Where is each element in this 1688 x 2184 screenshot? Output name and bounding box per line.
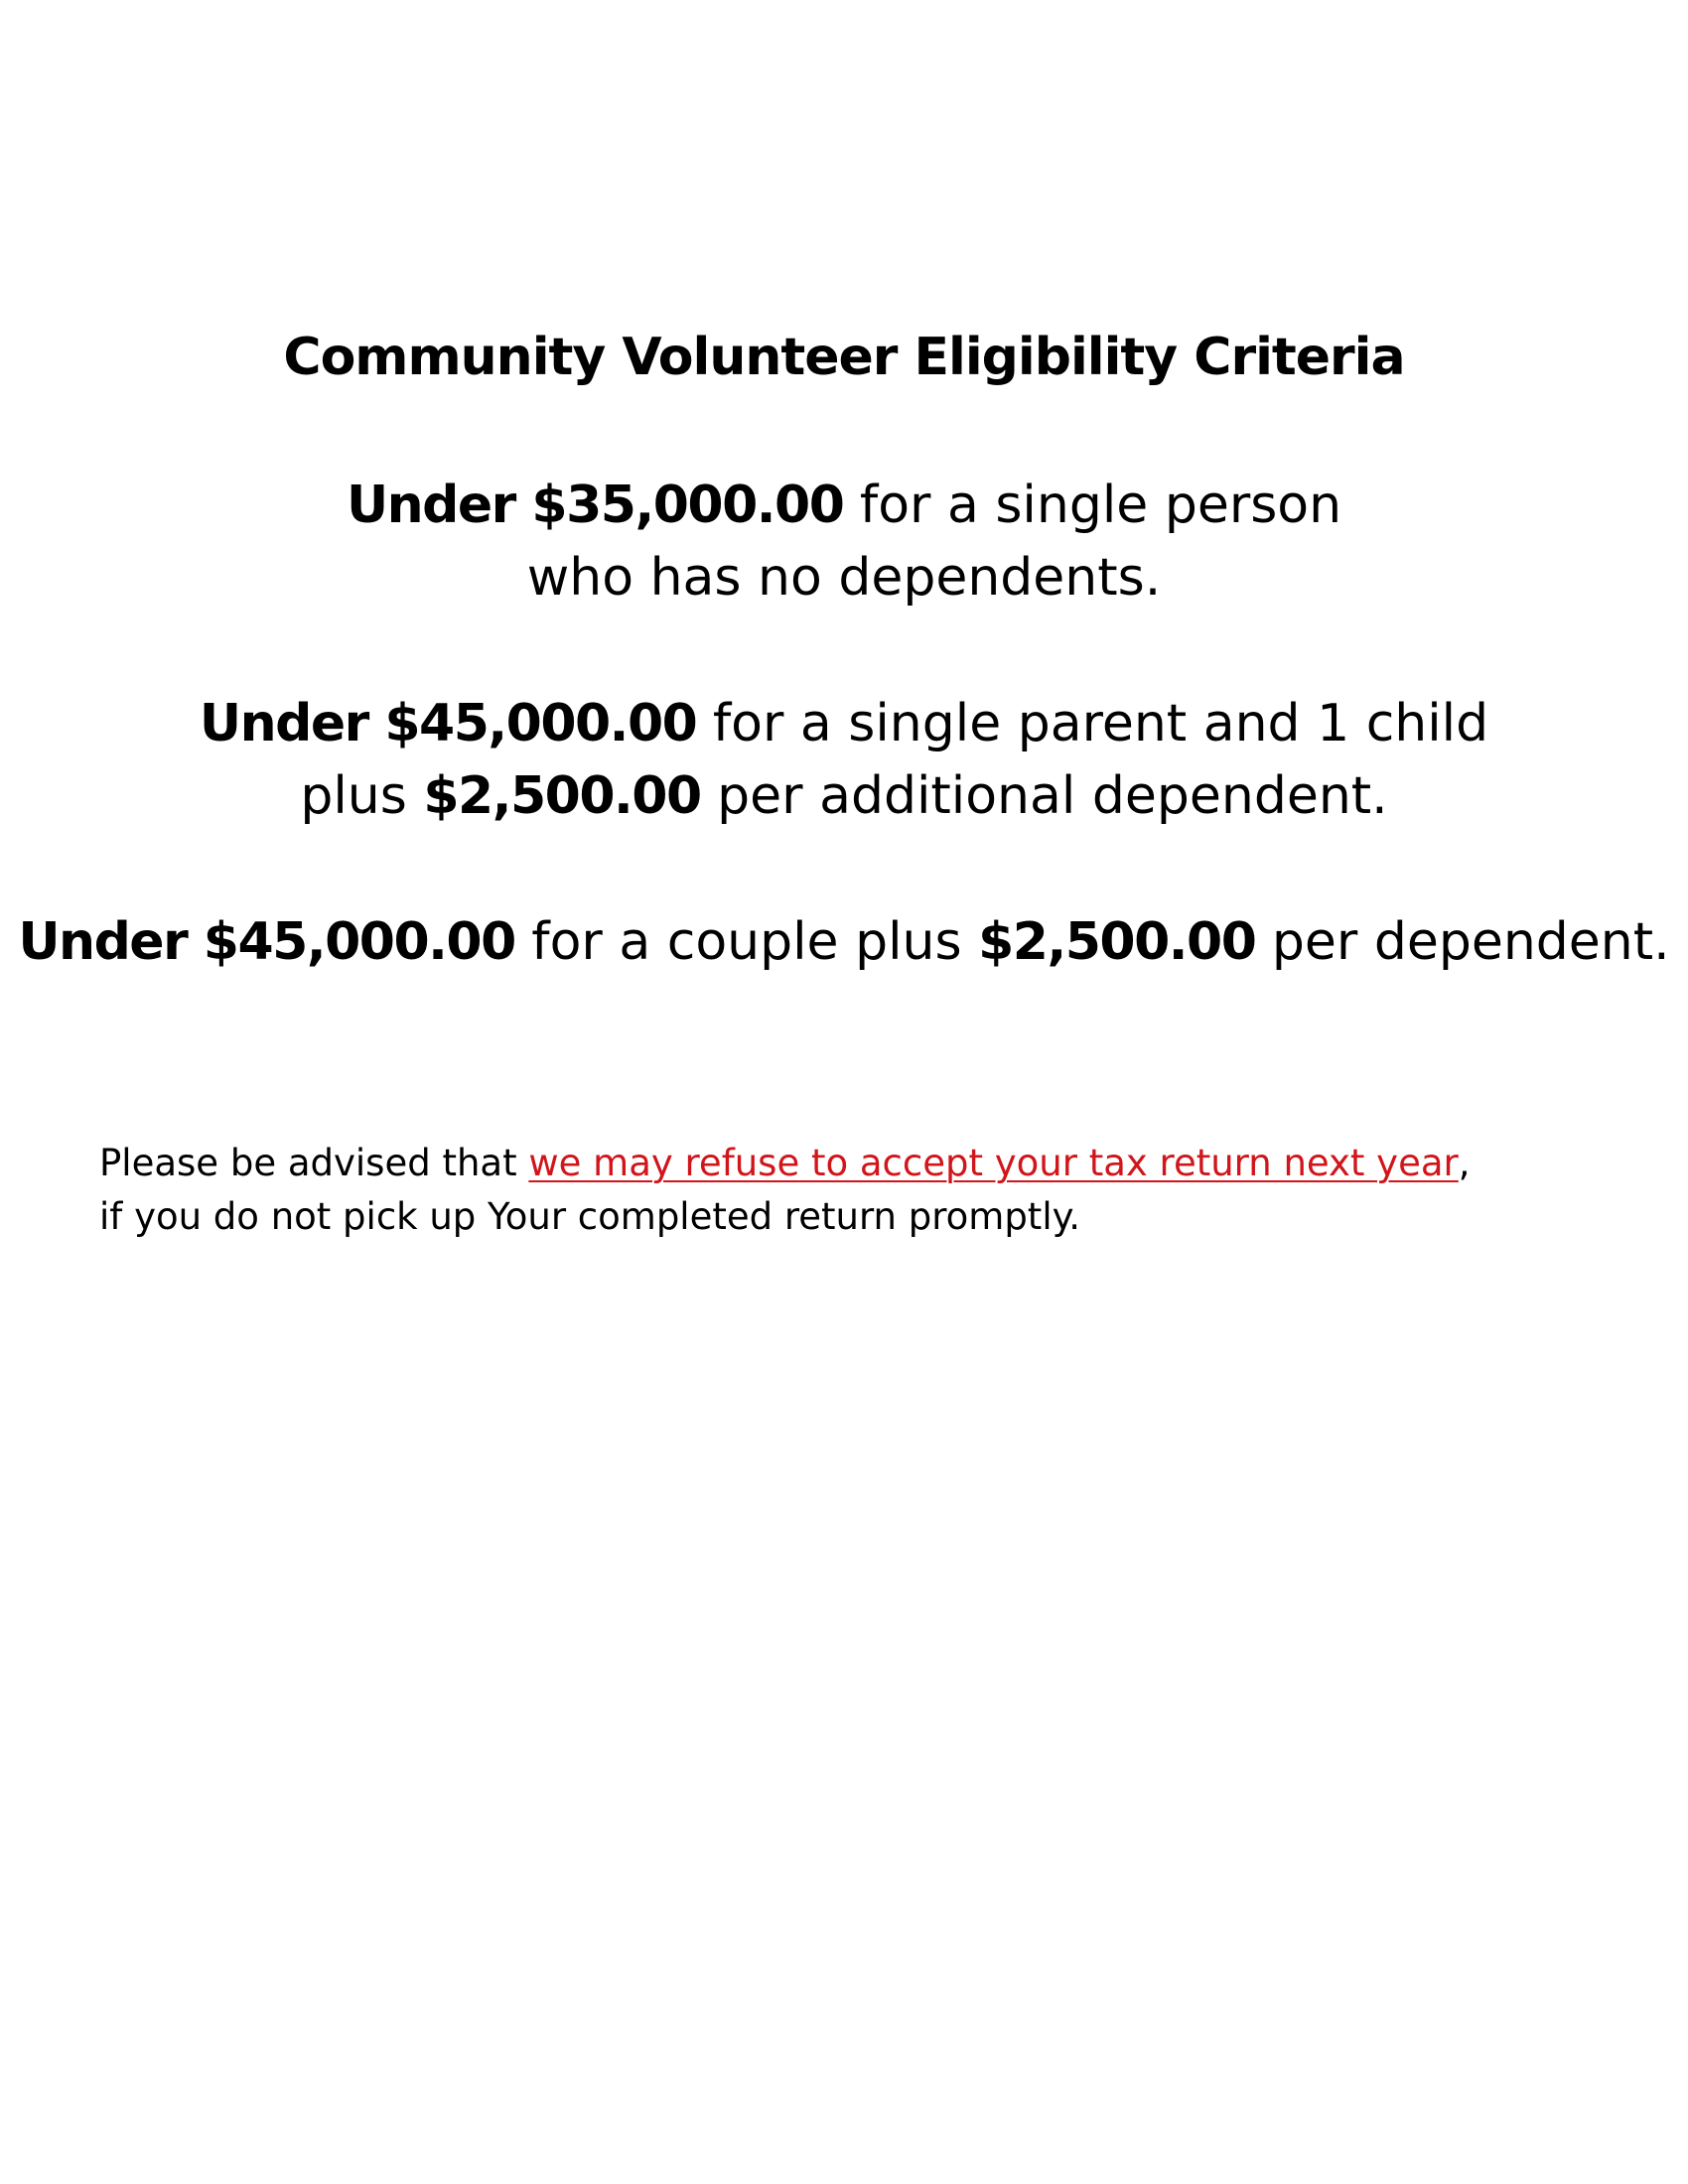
- page-title: Community Volunteer Eligibility Criteria: [283, 328, 1405, 387]
- criterion-parent-text: for a single parent and 1 child: [696, 694, 1489, 753]
- criterion-single-amount: Under $35,000.00: [346, 476, 844, 535]
- criterion-couple-amount: Under $45,000.00: [18, 912, 515, 972]
- notice-prefix: Please be advised that: [99, 1142, 529, 1184]
- criterion-parent-extra-text: per additional dependent.: [700, 766, 1388, 826]
- criterion-parent-line-1: [0, 689, 1688, 758]
- notice-line-1: [99, 1137, 1609, 1190]
- notice-suffix: ,: [1458, 1142, 1471, 1184]
- criterion-parent-line-2: [0, 761, 1688, 831]
- notice-warning: we may refuse to accept your tax return next year: [528, 1142, 1459, 1184]
- criterion-single-line-2: who has no dependents.: [526, 548, 1162, 608]
- criterion-single-line-1: [0, 471, 1688, 540]
- criterion-couple-line: [0, 907, 1688, 977]
- criterion-single-text: for a single person: [843, 476, 1342, 535]
- criterion-couple-extra-text: per dependent.: [1255, 912, 1670, 972]
- criterion-couple-extra-amount: $2,500.00: [978, 912, 1256, 972]
- criterion-couple-text: for a couple plus: [514, 912, 979, 972]
- criterion-parent-extra-amount: $2,500.00: [423, 766, 701, 826]
- criterion-parent-prefix: plus: [300, 766, 424, 826]
- notice-line-2: if you do not pick up Your completed return promptly.: [99, 1195, 1080, 1238]
- criterion-parent-amount: Under $45,000.00: [199, 694, 697, 753]
